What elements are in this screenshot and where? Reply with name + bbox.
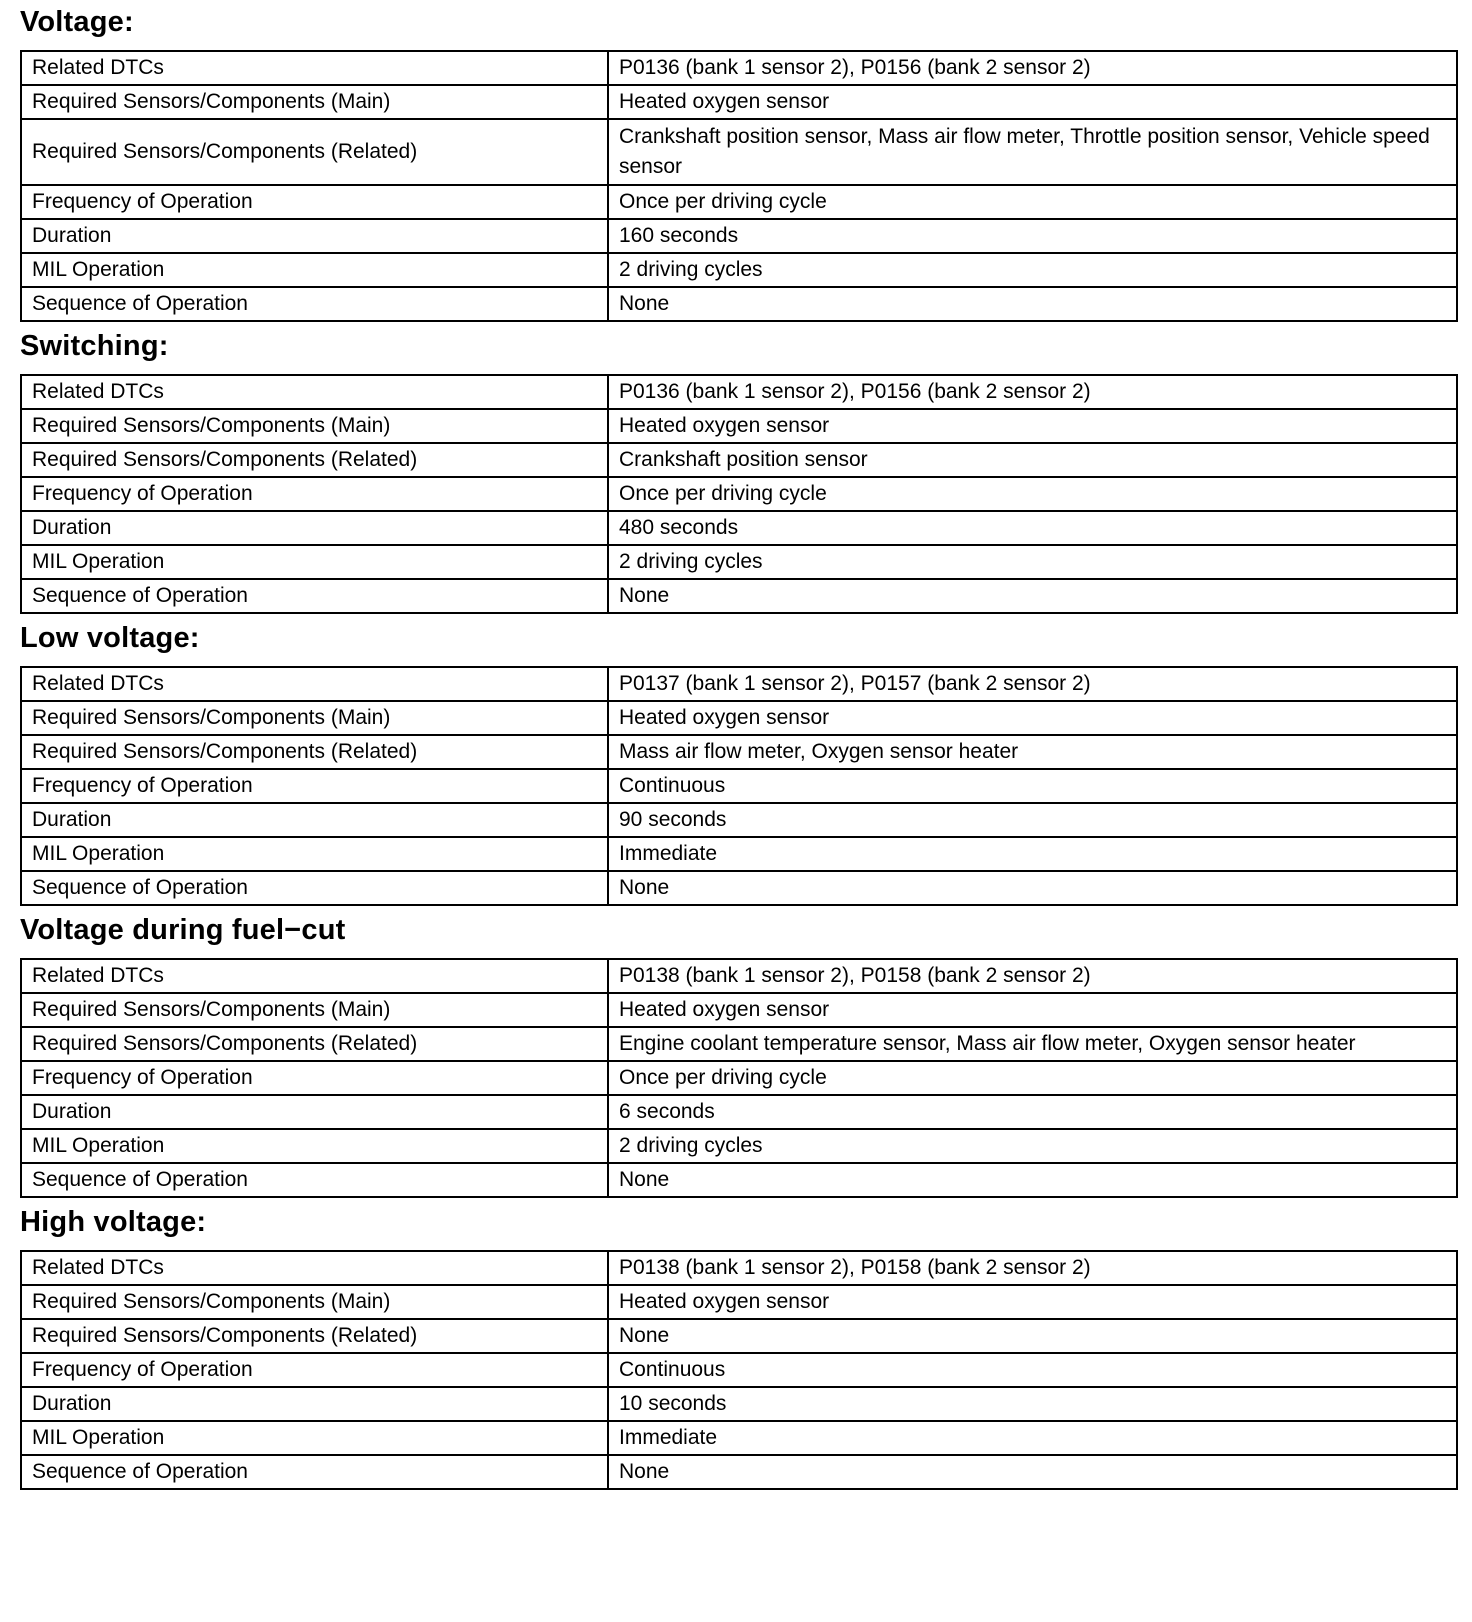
row-label: Required Sensors/Components (Main)	[21, 85, 608, 119]
spec-table-voltage-during-fuel-cut	[20, 958, 1458, 1198]
table-row	[21, 51, 1457, 85]
row-label: MIL Operation	[21, 1129, 608, 1163]
row-value: 10 seconds	[608, 1387, 1457, 1421]
table-row	[21, 667, 1457, 701]
row-value: 2 driving cycles	[608, 545, 1457, 579]
table-row	[21, 769, 1457, 803]
table-row	[21, 375, 1457, 409]
row-value: Heated oxygen sensor	[608, 701, 1457, 735]
row-label: Duration	[21, 219, 608, 253]
row-label: Related DTCs	[21, 959, 608, 993]
row-value: Once per driving cycle	[608, 477, 1457, 511]
table-row	[21, 477, 1457, 511]
table-row	[21, 1163, 1457, 1197]
row-label: Duration	[21, 511, 608, 545]
row-value: Immediate	[608, 1421, 1457, 1455]
row-label: Required Sensors/Components (Related)	[21, 119, 608, 185]
table-row	[21, 871, 1457, 905]
section-title-voltage: Voltage:	[20, 6, 134, 38]
row-value: 90 seconds	[608, 803, 1457, 837]
section-title-switching: Switching:	[20, 330, 169, 362]
row-label: Related DTCs	[21, 667, 608, 701]
row-value: Once per driving cycle	[608, 185, 1457, 219]
row-label: Sequence of Operation	[21, 1455, 608, 1489]
row-value: Heated oxygen sensor	[608, 1285, 1457, 1319]
row-value: 160 seconds	[608, 219, 1457, 253]
row-label: Frequency of Operation	[21, 1061, 608, 1095]
row-value: Continuous	[608, 769, 1457, 803]
row-label: Required Sensors/Components (Main)	[21, 409, 608, 443]
row-value: None	[608, 1163, 1457, 1197]
table-row	[21, 1285, 1457, 1319]
row-value: None	[608, 871, 1457, 905]
table-row	[21, 511, 1457, 545]
row-value: P0138 (bank 1 sensor 2), P0158 (bank 2 sensor 2)	[608, 1251, 1457, 1285]
row-label: Required Sensors/Components (Main)	[21, 1285, 608, 1319]
row-value: Heated oxygen sensor	[608, 993, 1457, 1027]
row-value: Heated oxygen sensor	[608, 409, 1457, 443]
table-row	[21, 1353, 1457, 1387]
table-row	[21, 1251, 1457, 1285]
row-value: Heated oxygen sensor	[608, 85, 1457, 119]
table-row	[21, 545, 1457, 579]
table-row	[21, 409, 1457, 443]
row-label: MIL Operation	[21, 837, 608, 871]
row-value: 480 seconds	[608, 511, 1457, 545]
row-label: MIL Operation	[21, 253, 608, 287]
table-row	[21, 1061, 1457, 1095]
table-row	[21, 579, 1457, 613]
table-row	[21, 993, 1457, 1027]
table-row	[21, 1387, 1457, 1421]
table-row	[21, 1421, 1457, 1455]
row-label: MIL Operation	[21, 1421, 608, 1455]
row-value: None	[608, 579, 1457, 613]
row-value: Mass air flow meter, Oxygen sensor heater	[608, 735, 1457, 769]
row-label: Sequence of Operation	[21, 579, 608, 613]
row-value: 2 driving cycles	[608, 1129, 1457, 1163]
row-label: Duration	[21, 1095, 608, 1129]
row-label: Duration	[21, 1387, 608, 1421]
table-row	[21, 85, 1457, 119]
row-label: Required Sensors/Components (Related)	[21, 1319, 608, 1353]
row-value: Crankshaft position sensor, Mass air flow meter, Throttle position sensor, Vehicle speed sensor	[608, 119, 1457, 185]
row-label: Frequency of Operation	[21, 769, 608, 803]
row-value: P0138 (bank 1 sensor 2), P0158 (bank 2 sensor 2)	[608, 959, 1457, 993]
row-label: Related DTCs	[21, 51, 608, 85]
table-row	[21, 443, 1457, 477]
table-row	[21, 119, 1457, 185]
row-value: P0136 (bank 1 sensor 2), P0156 (bank 2 sensor 2)	[608, 375, 1457, 409]
row-value: 6 seconds	[608, 1095, 1457, 1129]
row-label: Required Sensors/Components (Related)	[21, 735, 608, 769]
section-title-high-voltage: High voltage:	[20, 1206, 207, 1238]
table-row	[21, 735, 1457, 769]
row-label: Required Sensors/Components (Main)	[21, 701, 608, 735]
row-label: Required Sensors/Components (Related)	[21, 1027, 608, 1061]
row-label: Duration	[21, 803, 608, 837]
spec-table-high-voltage	[20, 1250, 1458, 1490]
spec-table-low-voltage	[20, 666, 1458, 906]
table-row	[21, 837, 1457, 871]
table-row	[21, 1095, 1457, 1129]
row-value: Once per driving cycle	[608, 1061, 1457, 1095]
row-value: None	[608, 1455, 1457, 1489]
row-label: Required Sensors/Components (Related)	[21, 443, 608, 477]
section-title-low-voltage: Low voltage:	[20, 622, 200, 654]
row-label: Sequence of Operation	[21, 287, 608, 321]
row-label: Sequence of Operation	[21, 871, 608, 905]
row-label: Sequence of Operation	[21, 1163, 608, 1197]
section-title-voltage-during-fuel-cut: Voltage during fuel−cut	[20, 914, 346, 946]
table-row	[21, 1027, 1457, 1061]
row-value: None	[608, 1319, 1457, 1353]
row-value: None	[608, 287, 1457, 321]
spec-table-switching	[20, 374, 1458, 614]
row-value: 2 driving cycles	[608, 253, 1457, 287]
table-row	[21, 803, 1457, 837]
row-label: Frequency of Operation	[21, 477, 608, 511]
row-value: P0137 (bank 1 sensor 2), P0157 (bank 2 sensor 2)	[608, 667, 1457, 701]
table-row	[21, 1455, 1457, 1489]
table-row	[21, 1319, 1457, 1353]
row-label: Frequency of Operation	[21, 185, 608, 219]
row-label: Related DTCs	[21, 1251, 608, 1285]
table-row	[21, 701, 1457, 735]
row-label: MIL Operation	[21, 545, 608, 579]
row-label: Frequency of Operation	[21, 1353, 608, 1387]
row-value: P0136 (bank 1 sensor 2), P0156 (bank 2 sensor 2)	[608, 51, 1457, 85]
table-row	[21, 1129, 1457, 1163]
row-value: Engine coolant temperature sensor, Mass air flow meter, Oxygen sensor heater	[608, 1027, 1457, 1061]
row-label: Related DTCs	[21, 375, 608, 409]
row-value: Crankshaft position sensor	[608, 443, 1457, 477]
table-row	[21, 253, 1457, 287]
row-label: Required Sensors/Components (Main)	[21, 993, 608, 1027]
table-row	[21, 219, 1457, 253]
table-row	[21, 185, 1457, 219]
table-row	[21, 959, 1457, 993]
spec-table-voltage	[20, 50, 1458, 322]
row-value: Continuous	[608, 1353, 1457, 1387]
row-value: Immediate	[608, 837, 1457, 871]
table-row	[21, 287, 1457, 321]
